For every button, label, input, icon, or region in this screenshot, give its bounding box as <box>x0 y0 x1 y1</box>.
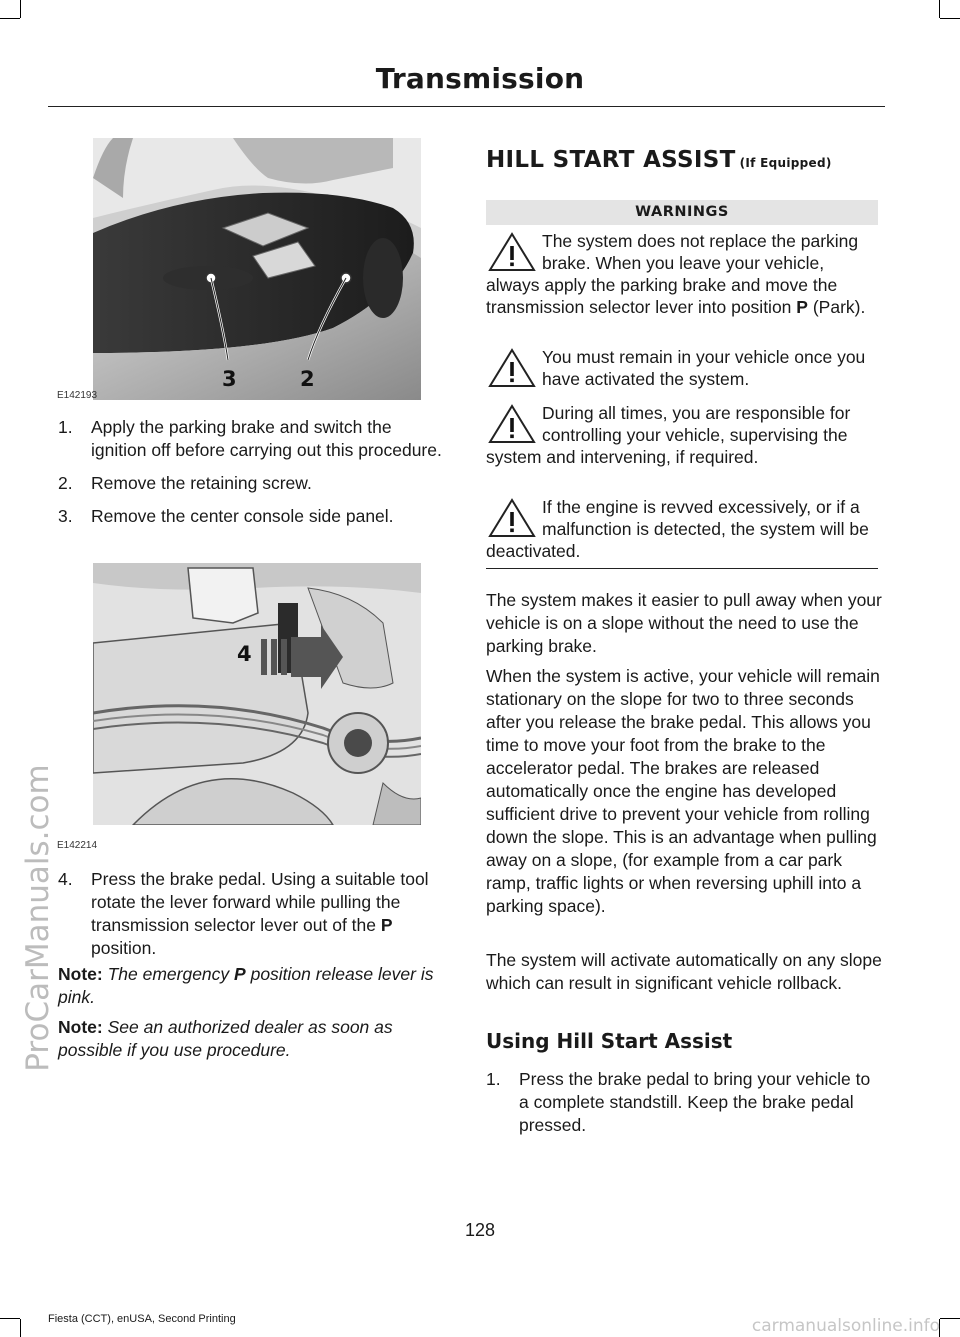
step-text-end: position. <box>91 938 157 958</box>
note-text-bold: P <box>234 964 246 984</box>
section-qualifier: (If Equipped) <box>739 156 832 170</box>
note-text-end: position release lever is pink. <box>58 964 434 1007</box>
warning-item <box>486 230 880 318</box>
crop-mark <box>940 18 960 19</box>
page-number: 128 <box>464 1220 496 1240</box>
warnings-header: WARNINGS <box>486 200 878 225</box>
crop-mark <box>0 1318 20 1319</box>
step-text: Press the brake pedal to bring your vehicle to a complete standstill. Keep the brake pedal pressed. <box>519 1069 871 1135</box>
warning-item <box>486 346 880 390</box>
warning-text: If the engine is revved excessively, or if a malfunction is detected, the system will be deactivated. <box>486 497 869 561</box>
warning-triangle-icon <box>486 346 538 390</box>
crop-mark <box>20 1319 21 1337</box>
section-title: HILL START ASSIST <box>486 147 736 173</box>
figure-release-lever <box>93 563 421 825</box>
list-item <box>58 472 450 495</box>
list-item <box>58 416 450 462</box>
edition-footer: Fiesta (CCT), enUSA, Second Printing <box>48 1313 236 1325</box>
note-text: The emergency <box>102 964 235 984</box>
side-watermark-text: ProCarManuals.com <box>20 764 56 1072</box>
figure-code: E142193 <box>57 390 98 401</box>
step-number: 2. <box>58 473 73 493</box>
crop-mark <box>20 0 21 18</box>
warning-item <box>486 496 880 562</box>
callout-4: 4 <box>237 642 252 666</box>
step-text: Press the brake pedal. Using a suitable tool rotate the lever forward while pulling the transmission selector lever out of the <box>91 869 429 935</box>
subheading: Using Hill Start Assist <box>486 1029 733 1053</box>
warning-text: During all times, you are responsible for controlling your vehicle, supervising the system and intervening, if required. <box>486 403 851 467</box>
step-number: 4. <box>58 869 73 889</box>
step-number: 3. <box>58 506 73 526</box>
page-title: Transmission <box>375 62 585 95</box>
step-text-bold: P <box>380 915 393 935</box>
callout-3: 3 <box>222 367 237 391</box>
header-rule <box>48 106 885 107</box>
step-text: Remove the retaining screw. <box>91 473 312 493</box>
paragraph: The system will activate automatically on any slope which can result in significant vehicle rollback. <box>486 950 882 993</box>
release-lever-illustration <box>93 563 421 825</box>
list-item <box>58 868 450 960</box>
crop-mark <box>0 18 20 19</box>
note <box>58 1016 450 1062</box>
crop-mark <box>940 1318 960 1319</box>
bottom-watermark: carmanualsonline.info <box>751 1316 940 1336</box>
warning-triangle-icon <box>486 402 538 446</box>
paragraph: The system makes it easier to pull away when your vehicle is on a slope without the need to use the parking brake. <box>486 590 882 656</box>
steps-list-a <box>58 416 450 538</box>
note-label: Note: <box>58 964 103 984</box>
steps-list-b <box>58 868 450 970</box>
warning-item <box>486 402 880 468</box>
callout-2: 2 <box>300 367 315 391</box>
step-number: 1. <box>58 417 73 437</box>
figure-code: E142214 <box>57 840 98 851</box>
console-panel-illustration <box>93 138 421 400</box>
paragraph: When the system is active, your vehicle will remain stationary on the slope for two to three seconds after you release the brake pedal. This allows you time to move your foot from the brake to the accelerator pedal. The brakes are released automatically once the engine has developed sufficient drive to prevent your vehicle from rolling down the slope. This is an advantage when pulling away on a slope, (for example from a car park ramp, traffic lights or when reversing uphill into a parking space). <box>486 666 880 916</box>
note-text: See an authorized dealer as soon as possible if you use procedure. <box>58 1017 393 1060</box>
warning-text-bold: P <box>796 297 808 317</box>
warning-triangle-icon <box>486 496 538 540</box>
warnings-end-rule <box>486 568 878 569</box>
crop-mark <box>939 0 940 18</box>
warning-text-end: (Park). <box>807 297 866 317</box>
warning-text: The system does not replace the parking brake. When you leave your vehicle, always apply the parking brake and move the transmission selector lever into position <box>486 231 859 317</box>
note-label: Note: <box>58 1017 103 1037</box>
step-text: Apply the parking brake and switch the ignition off before carrying out this procedure. <box>91 417 442 460</box>
warning-text: You must remain in your vehicle once you have activated the system. <box>542 347 866 389</box>
hill-start-steps <box>486 1068 881 1147</box>
note <box>58 963 450 1009</box>
warning-triangle-icon <box>486 230 538 274</box>
section-heading <box>486 147 832 173</box>
list-item <box>486 1068 881 1137</box>
step-text: Remove the center console side panel. <box>91 506 394 526</box>
side-watermark <box>8 500 58 1300</box>
figure-console-panel <box>93 138 421 400</box>
list-item <box>58 505 450 528</box>
step-number: 1. <box>486 1069 501 1089</box>
